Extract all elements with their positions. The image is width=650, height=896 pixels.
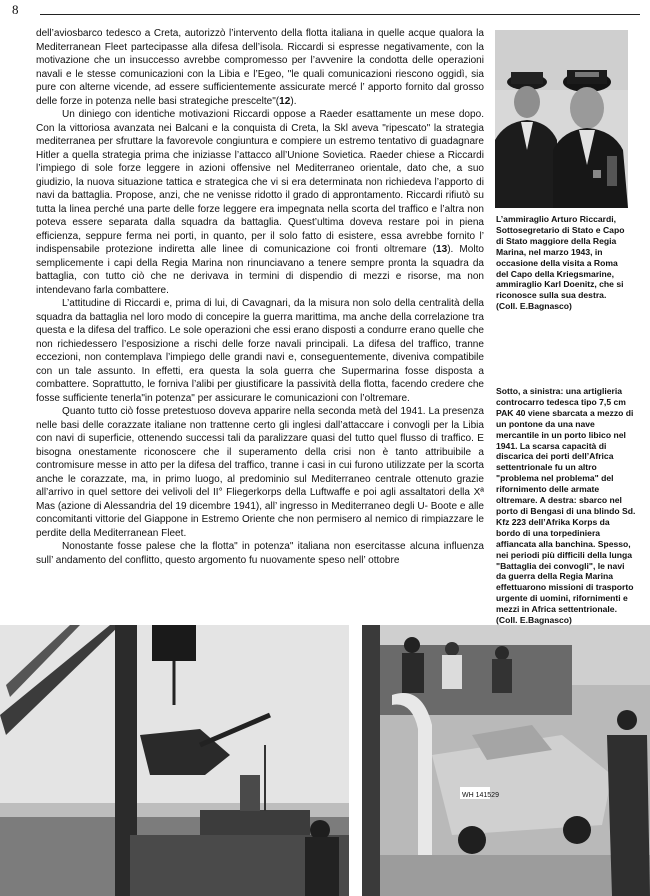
footnote-ref-13: 13 — [436, 244, 448, 255]
paragraph-1: dell’aviosbarco tedesco a Creta, autorizzò l’intervento della flotta italiana in quelle acque qualora la Mediterranean Fleet partecipasse alla difesa dell’isola. Riccardi si espresse negativamente, con la motivazione che un insuccesso avrebbe compromesso per l’avvenire la condotta delle operazioni navali e le stesse comunicazioni con la Libia e l’Egeo, "le quali comunicazioni riescono oggidì, sia pure con alterne vicende, ad essere sufficientemente assicurate mercé l’ apporto fornito dal grosso delle forze in potenza nelle basi strategiche prescelte"(12). — [36, 28, 484, 107]
armored-car-unloading-photo — [362, 625, 650, 896]
page-number: 8 — [12, 2, 19, 17]
crane-unloading-photo — [0, 625, 349, 896]
admirals-portrait-photo — [495, 30, 628, 208]
footnote-ref-12: 12 — [279, 95, 291, 107]
body-text — [36, 27, 484, 567]
paragraph-2: Un diniego con identiche motivazioni Riccardi oppose a Raeder esattamente un mese dopo. Con la vittoriosa avanzata nei Balcani e la conquista di Creta, la Skl aveva "ripescato" la strategia mediterranea per sfruttare la favorevole congiuntura e compiere un estremo tentativo di guadagnare Hitler a quella strategia prima che iniziasse l’attacco all’Unione Sovietica. Raeder chiese a Riccardi l’impiego di sole forze leggere in azioni offensive nel Mediterraneo orientale, dato che, a suo giudizio, la nuova situazione tattica e strategica che vi si era determinata non richiedeva l’apporto di navi da battaglia. Propose, anzi, che ne venisse ridotto il grado di approntamento. Riccardi rifiutò su tutta la linea perché una parte delle forze leggere era impegnata nella scorta del traffico e l’altra non poteva essere separata dalla squadra da battaglia. Quest’ultima doveva restare poi in piena efficienza, seppure ferma nei porti, in quanto, per il solo fatto di esistere, essa avrebbe fornito l’ indispensabile protezione indiretta alle linee di comunicazione coi fronti oltremare (13). Molto semplicemente i capi della Regia Marina non rinunciavano a tenere sempre pronta la squadra da battaglia, con tutto ciò che ne derivava in termini di dispendio di mezzi e risorse, ma non intendevano farla combattere. — [36, 109, 484, 296]
header-rule — [40, 14, 640, 15]
portrait-caption-credit: (Coll. E.Bagnasco) — [496, 301, 572, 312]
license-plate: WH 141529 — [462, 792, 499, 799]
paragraph-5: Nonostante fosse palese che la flotta" in potenza" italiana non esercitasse alcuna influenza sull’ andamento del conflitto, questo argomento fu nuovamente speso nell’ ottobre — [36, 541, 484, 566]
paragraph-4: Quanto tutto ciò fosse pretestuoso doveva apparire nella seconda metà del 1941. La presenza nelle basi delle corazzate italiane non trattenne certo gli inglesi dall’attaccare i convogli per la Libia con navi di superficie, ottenendo successi tali da paralizzare quasi del tutto quel flusso di traffico. E bisogna onestamente riconoscere che il superamento della crisi non è tanto attribuibile a contromisure messe in atto per la difesa del traffico, tranne i casi in cui furono utilizzate per la scorta anche le corazzate, ma, in primo luogo, al predominio sul Mediterraneo centrale ottenuto grazie all’arrivo in quel settore dei velivoli del II° Fliegerkorps della Luftwaffe e poi agli assaltatori della Xª Mas (azione di Alessandria del 19 dicembre 1941), all’ ingresso in Mediterraneo degli U- Boote e alle concomitanti vittorie del Giappone in Estremo Oriente che non permisero al nemico di rimpiazzare le perdite della Mediterranean Fleet. — [36, 406, 484, 539]
bottom-photos-caption: Sotto, a sinistra: una artiglieria controcarro tedesca tipo 7,5 cm PAK 40 viene sbarcata a mezzo di un pontone da una nave mercantile in un porto libico nel 1941. La scarsa capacità di discarica dei porti dell’Africa settentrionale fu un altro "problema nel problema" del rifornimento delle armate oltremare. A destra: sbarco nel porto di Bengasi di una blindo Sd. Kfz 223 dell’Afrika Korps da bordo di una torpediniera affiancata alla banchina. Spesso, nei periodi più difficili della lunga "Battaglia dei convogli", le navi da guerra della Regia Marina effettuarono missioni di trasporto urgente di uomini, rifornimenti e mezzi in Africa settentrionale. (Coll. E.Bagnasco) — [496, 386, 636, 626]
paragraph-3: L’attitudine di Riccardi e, prima di lui, di Cavagnari, da la misura non solo della centralità della squadra da battaglia nel loro modo di concepire la guerra marittima, ma anche della correlazione tra questa e la difesa del traffico. Le sole operazioni che essi erano disposti a condurre erano quelle che non richiedessero l’esposizione a rischi delle forze navali principali. La difesa del traffico, tranne eccezioni, non contemplava l’impiego delle grandi navi e, conseguentemente, diveniva compatibile con un tale assunto. In effetti, era questa la sola guerra che Supermarina fosse disposta a combattere. Soprattutto, le forniva l’alibi per giustificare la passività della flotta, facendo credere che fosse sufficiente tenerla"in potenza" per assicurare le comunicazioni con l’oltremare. — [36, 298, 484, 404]
portrait-caption: L’ammiraglio Arturo Riccardi, Sottosegretario di Stato e Capo di Stato maggiore della Regia Marina, nel marzo 1943, in occasione della visita a Roma del Capo della Kriegsmarine, ammiraglio Karl Doenitz, che si riconosce sulla sua destra. (Coll. E.Bagnasco) — [496, 214, 632, 312]
bottom-photos-caption-credit: (Coll. E.Bagnasco) — [496, 615, 572, 626]
